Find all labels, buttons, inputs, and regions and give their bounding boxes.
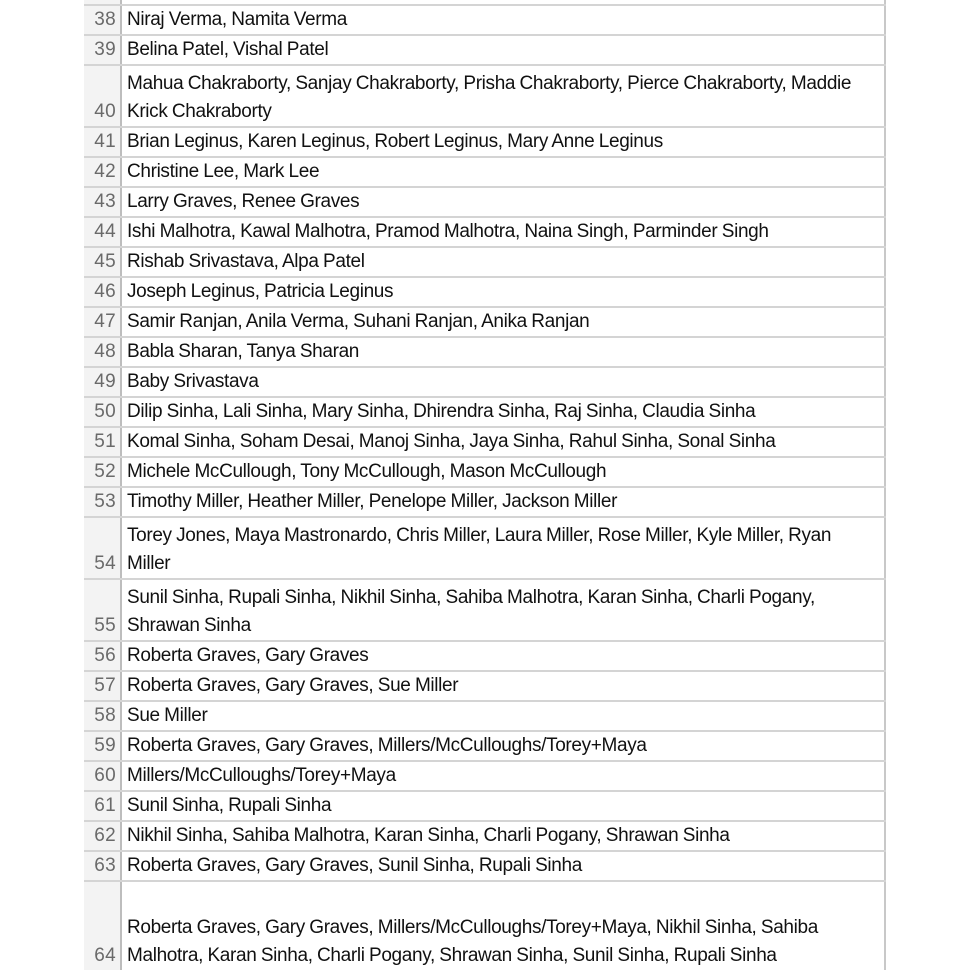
table-row [84, 486, 886, 516]
table-row [84, 820, 886, 850]
row-header[interactable]: 52 [84, 458, 122, 486]
cell[interactable] [122, 882, 886, 970]
cell[interactable] [122, 308, 886, 336]
cell-text: Timothy Miller, Heather Miller, Penelope Miller, Jackson Miller [127, 491, 618, 512]
table-row [84, 336, 886, 366]
row-header[interactable]: 62 [84, 822, 122, 850]
table-row [84, 34, 886, 64]
cell-text: Dilip Sinha, Lali Sinha, Mary Sinha, Dhirendra Sinha, Raj Sinha, Claudia Sinha [127, 401, 756, 422]
table-row [84, 578, 886, 640]
table-row [84, 760, 886, 790]
table-row [84, 730, 886, 760]
table-row [84, 880, 886, 970]
table-row [84, 700, 886, 730]
table-row [84, 456, 886, 486]
cell[interactable] [122, 762, 886, 790]
row-header[interactable]: 57 [84, 672, 122, 700]
row-header[interactable]: 42 [84, 158, 122, 186]
row-header[interactable]: 45 [84, 248, 122, 276]
table-row [84, 246, 886, 276]
cell-text: Brian Leginus, Karen Leginus, Robert Leginus, Mary Anne Leginus [127, 131, 663, 152]
cell-text: Niraj Verma, Namita Verma [127, 9, 347, 30]
table-row [84, 276, 886, 306]
cell-text: Rishab Srivastava, Alpa Patel [127, 251, 365, 272]
row-header[interactable]: 43 [84, 188, 122, 216]
row-header[interactable]: 55 [84, 580, 122, 640]
row-header[interactable]: 50 [84, 398, 122, 426]
row-header[interactable]: 60 [84, 762, 122, 790]
table-row [84, 216, 886, 246]
cell[interactable] [122, 398, 886, 426]
row-header[interactable]: 59 [84, 732, 122, 760]
cell-text: Mahua Chakraborty, Sanjay Chakraborty, Prisha Chakraborty, Pierce Chakraborty, Maddie Krick Chakraborty [127, 73, 852, 122]
sheet-grid [84, 4, 886, 970]
cell-text: Belina Patel, Vishal Patel [127, 39, 329, 60]
cell-text: Roberta Graves, Gary Graves, Millers/McCulloughs/Torey+Maya [127, 735, 647, 756]
cell-text: Torey Jones, Maya Mastronardo, Chris Miller, Laura Miller, Rose Miller, Kyle Miller, Ryan Miller [127, 525, 832, 574]
cell[interactable] [122, 488, 886, 516]
cell-text: Ishi Malhotra, Kawal Malhotra, Pramod Malhotra, Naina Singh, Parminder Singh [127, 221, 769, 242]
cell-text: Larry Graves, Renee Graves [127, 191, 360, 212]
cell[interactable] [122, 732, 886, 760]
row-header[interactable]: 38 [84, 6, 122, 34]
cell[interactable] [122, 248, 886, 276]
cell-text: Joseph Leginus, Patricia Leginus [127, 281, 394, 302]
row-header[interactable]: 48 [84, 338, 122, 366]
row-header[interactable]: 39 [84, 36, 122, 64]
table-row [84, 366, 886, 396]
row-header[interactable]: 47 [84, 308, 122, 336]
cell-text: Sue Miller [127, 705, 208, 726]
row-header[interactable]: 41 [84, 128, 122, 156]
table-row [84, 396, 886, 426]
cell-text: Samir Ranjan, Anila Verma, Suhani Ranjan, Anika Ranjan [127, 311, 590, 332]
cell-text: Michele McCullough, Tony McCullough, Mason McCullough [127, 461, 607, 482]
table-row [84, 850, 886, 880]
cell[interactable] [122, 158, 886, 186]
row-header[interactable]: 63 [84, 852, 122, 880]
cell[interactable] [122, 792, 886, 820]
table-row [84, 790, 886, 820]
row-header[interactable]: 44 [84, 218, 122, 246]
cell-text: Babla Sharan, Tanya Sharan [127, 341, 360, 362]
table-row [84, 126, 886, 156]
cell-text: Baby Srivastava [127, 371, 259, 392]
table-row [84, 64, 886, 126]
table-row [84, 670, 886, 700]
cell[interactable] [122, 852, 886, 880]
row-header[interactable]: 61 [84, 792, 122, 820]
cell-text: Roberta Graves, Gary Graves, Millers/McCulloughs/Torey+Maya, Nikhil Sinha, Sahiba Malhotra, Karan Sinha, Charli Pogany, Shrawan Sinha, Sunil Sinha, Rupali Sinha [127, 917, 818, 966]
cell[interactable] [122, 36, 886, 64]
table-row [84, 186, 886, 216]
cell[interactable] [122, 672, 886, 700]
cell-text: Komal Sinha, Soham Desai, Manoj Sinha, Jaya Sinha, Rahul Sinha, Sonal Sinha [127, 431, 776, 452]
cell-text: Roberta Graves, Gary Graves, Sue Miller [127, 675, 459, 696]
cell[interactable] [122, 188, 886, 216]
cell[interactable] [122, 518, 886, 578]
cell-text: Christine Lee, Mark Lee [127, 161, 320, 182]
row-header[interactable]: 49 [84, 368, 122, 396]
row-header[interactable]: 40 [84, 66, 122, 126]
row-header[interactable]: 53 [84, 488, 122, 516]
cell[interactable] [122, 128, 886, 156]
table-row [84, 516, 886, 578]
cell[interactable] [122, 702, 886, 730]
row-header[interactable]: 54 [84, 518, 122, 578]
cell-text: Roberta Graves, Gary Graves, Sunil Sinha, Rupali Sinha [127, 855, 582, 876]
table-row [84, 306, 886, 336]
cell[interactable] [122, 822, 886, 850]
cell-text: Sunil Sinha, Rupali Sinha [127, 795, 332, 816]
cell[interactable] [122, 458, 886, 486]
cell[interactable] [122, 66, 886, 126]
row-header[interactable]: 56 [84, 642, 122, 670]
table-row [84, 156, 886, 186]
cell[interactable] [122, 278, 886, 306]
table-row [84, 426, 886, 456]
row-header[interactable]: 58 [84, 702, 122, 730]
cell-text: Millers/McCulloughs/Torey+Maya [127, 765, 396, 786]
row-header[interactable]: 51 [84, 428, 122, 456]
cell[interactable] [122, 580, 886, 640]
cell-text: Sunil Sinha, Rupali Sinha, Nikhil Sinha, Sahiba Malhotra, Karan Sinha, Charli Pogany, Shrawan Sinha [127, 587, 815, 636]
cell[interactable] [122, 642, 886, 670]
cell[interactable] [122, 428, 886, 456]
cell[interactable] [122, 368, 886, 396]
cell[interactable] [122, 338, 886, 366]
cell-text: Roberta Graves, Gary Graves [127, 645, 369, 666]
row-header[interactable]: 46 [84, 278, 122, 306]
cell-text: Nikhil Sinha, Sahiba Malhotra, Karan Sinha, Charli Pogany, Shrawan Sinha [127, 825, 730, 846]
cell[interactable] [122, 6, 886, 34]
row-header[interactable]: 64 [84, 882, 122, 970]
table-row [84, 4, 886, 34]
cell[interactable] [122, 218, 886, 246]
table-row [84, 640, 886, 670]
